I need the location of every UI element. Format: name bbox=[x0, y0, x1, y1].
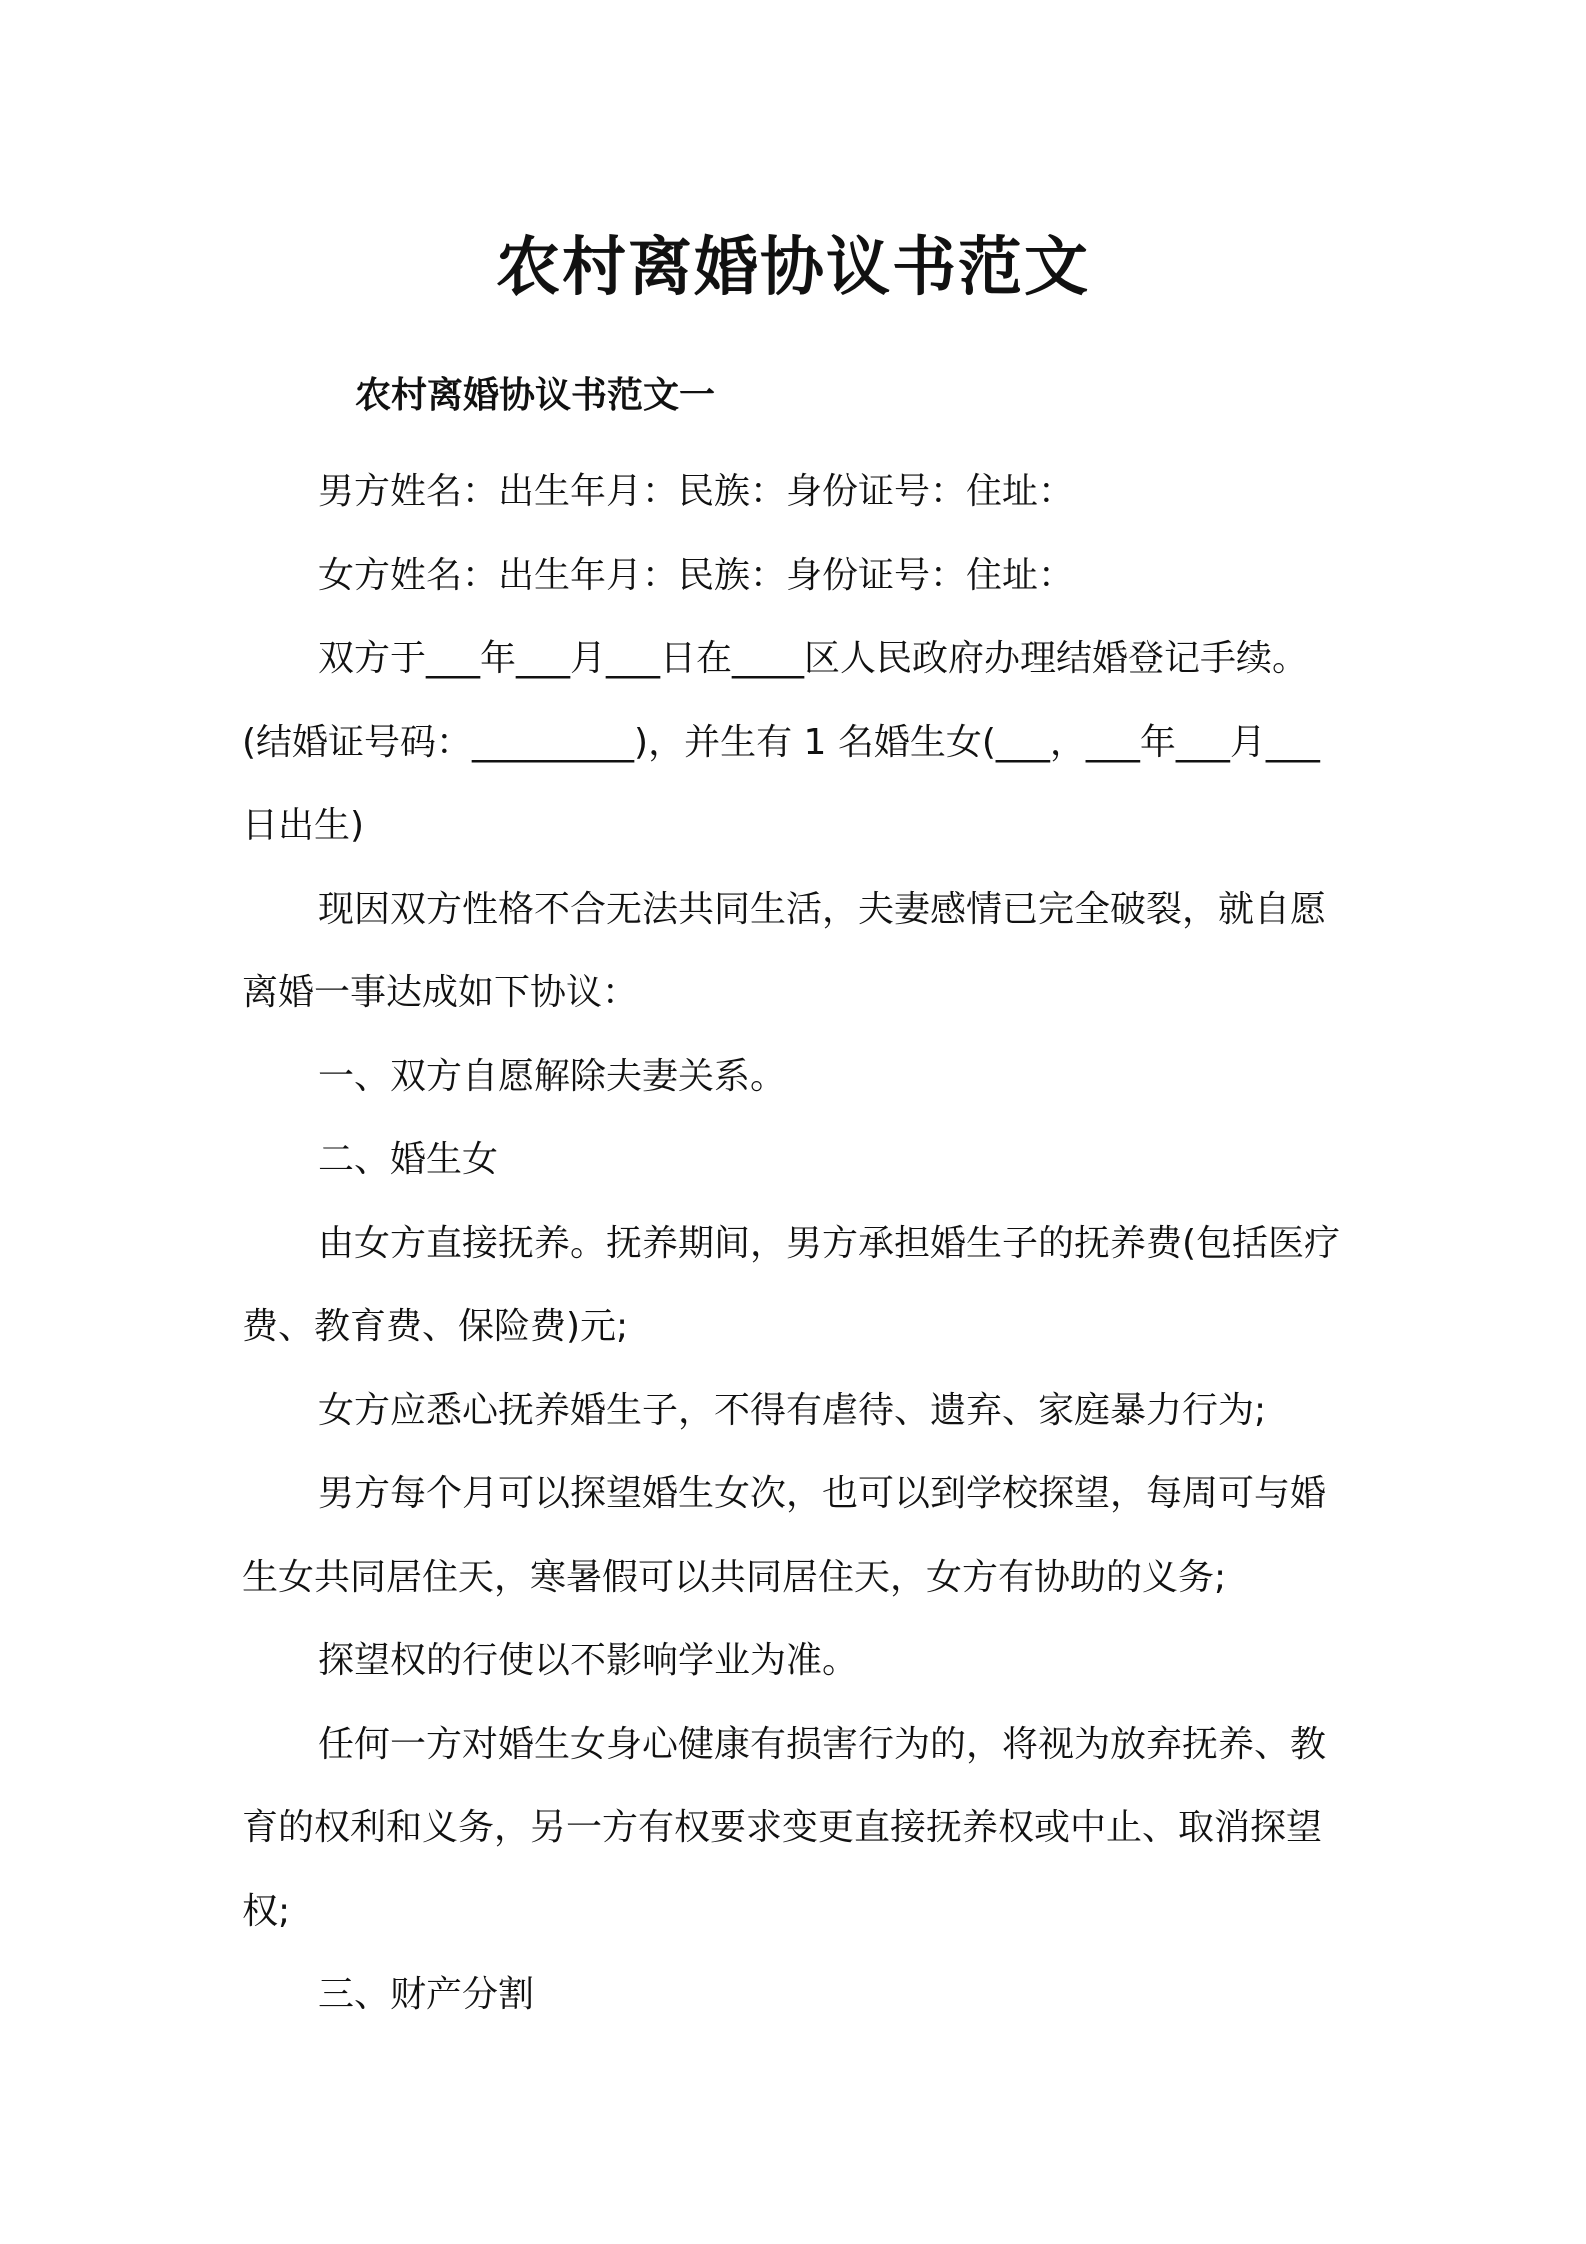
document-title: 农村离婚协议书范文 bbox=[496, 231, 1090, 305]
paragraph-visitation: 男方每个月可以探望婚生女次，也可以到学校探望，每周可与婚生女共同居住天，寒暑假可以共同居住天，女方有协助的义务; bbox=[242, 1473, 1327, 1598]
paragraph-care-duty: 女方应悉心抚养婚生子，不得有虐待、遗弃、家庭暴力行为; bbox=[318, 1389, 1267, 1431]
paragraph-divorce-reason: 现因双方性格不合无法共同生活，夫妻感情已完全破裂，就自愿离婚一事达成如下协议： bbox=[242, 888, 1327, 1013]
paragraph-rights-forfeit: 任何一方对婚生女身心健康有损害行为的，将视为放弃抚养、教育的权利和义务，另一方有权要求变更直接抚养权或中止、取消探望权; bbox=[242, 1723, 1327, 1932]
document-body bbox=[242, 450, 1352, 2037]
clause-1: 一、双方自愿解除夫妻关系。 bbox=[318, 1055, 787, 1097]
paragraph-visitation-condition: 探望权的行使以不影响学业为准。 bbox=[318, 1640, 859, 1681]
paragraph-male-info: 男方姓名：出生年月：民族：身份证号：住址： bbox=[318, 471, 1075, 512]
section-title: 农村离婚协议书范文一 bbox=[355, 375, 716, 416]
clause-2-heading: 二、婚生女 bbox=[318, 1139, 499, 1180]
paragraph-female-info: 女方姓名：出生年月：民族：身份证号：住址： bbox=[318, 554, 1075, 596]
paragraph-marriage-registration: 双方于___年___月___日在____区人民政府办理结婚登记手续。(结婚证号码：_________)，并生有 1 名婚生女(___，___年___月___日出生) bbox=[242, 638, 1320, 846]
paragraph-custody: 由女方直接抚养。抚养期间，男方承担婚生子的抚养费(包括医疗费、教育费、保险费)元; bbox=[242, 1222, 1341, 1347]
clause-3-heading: 三、财产分割 bbox=[318, 1974, 535, 2015]
